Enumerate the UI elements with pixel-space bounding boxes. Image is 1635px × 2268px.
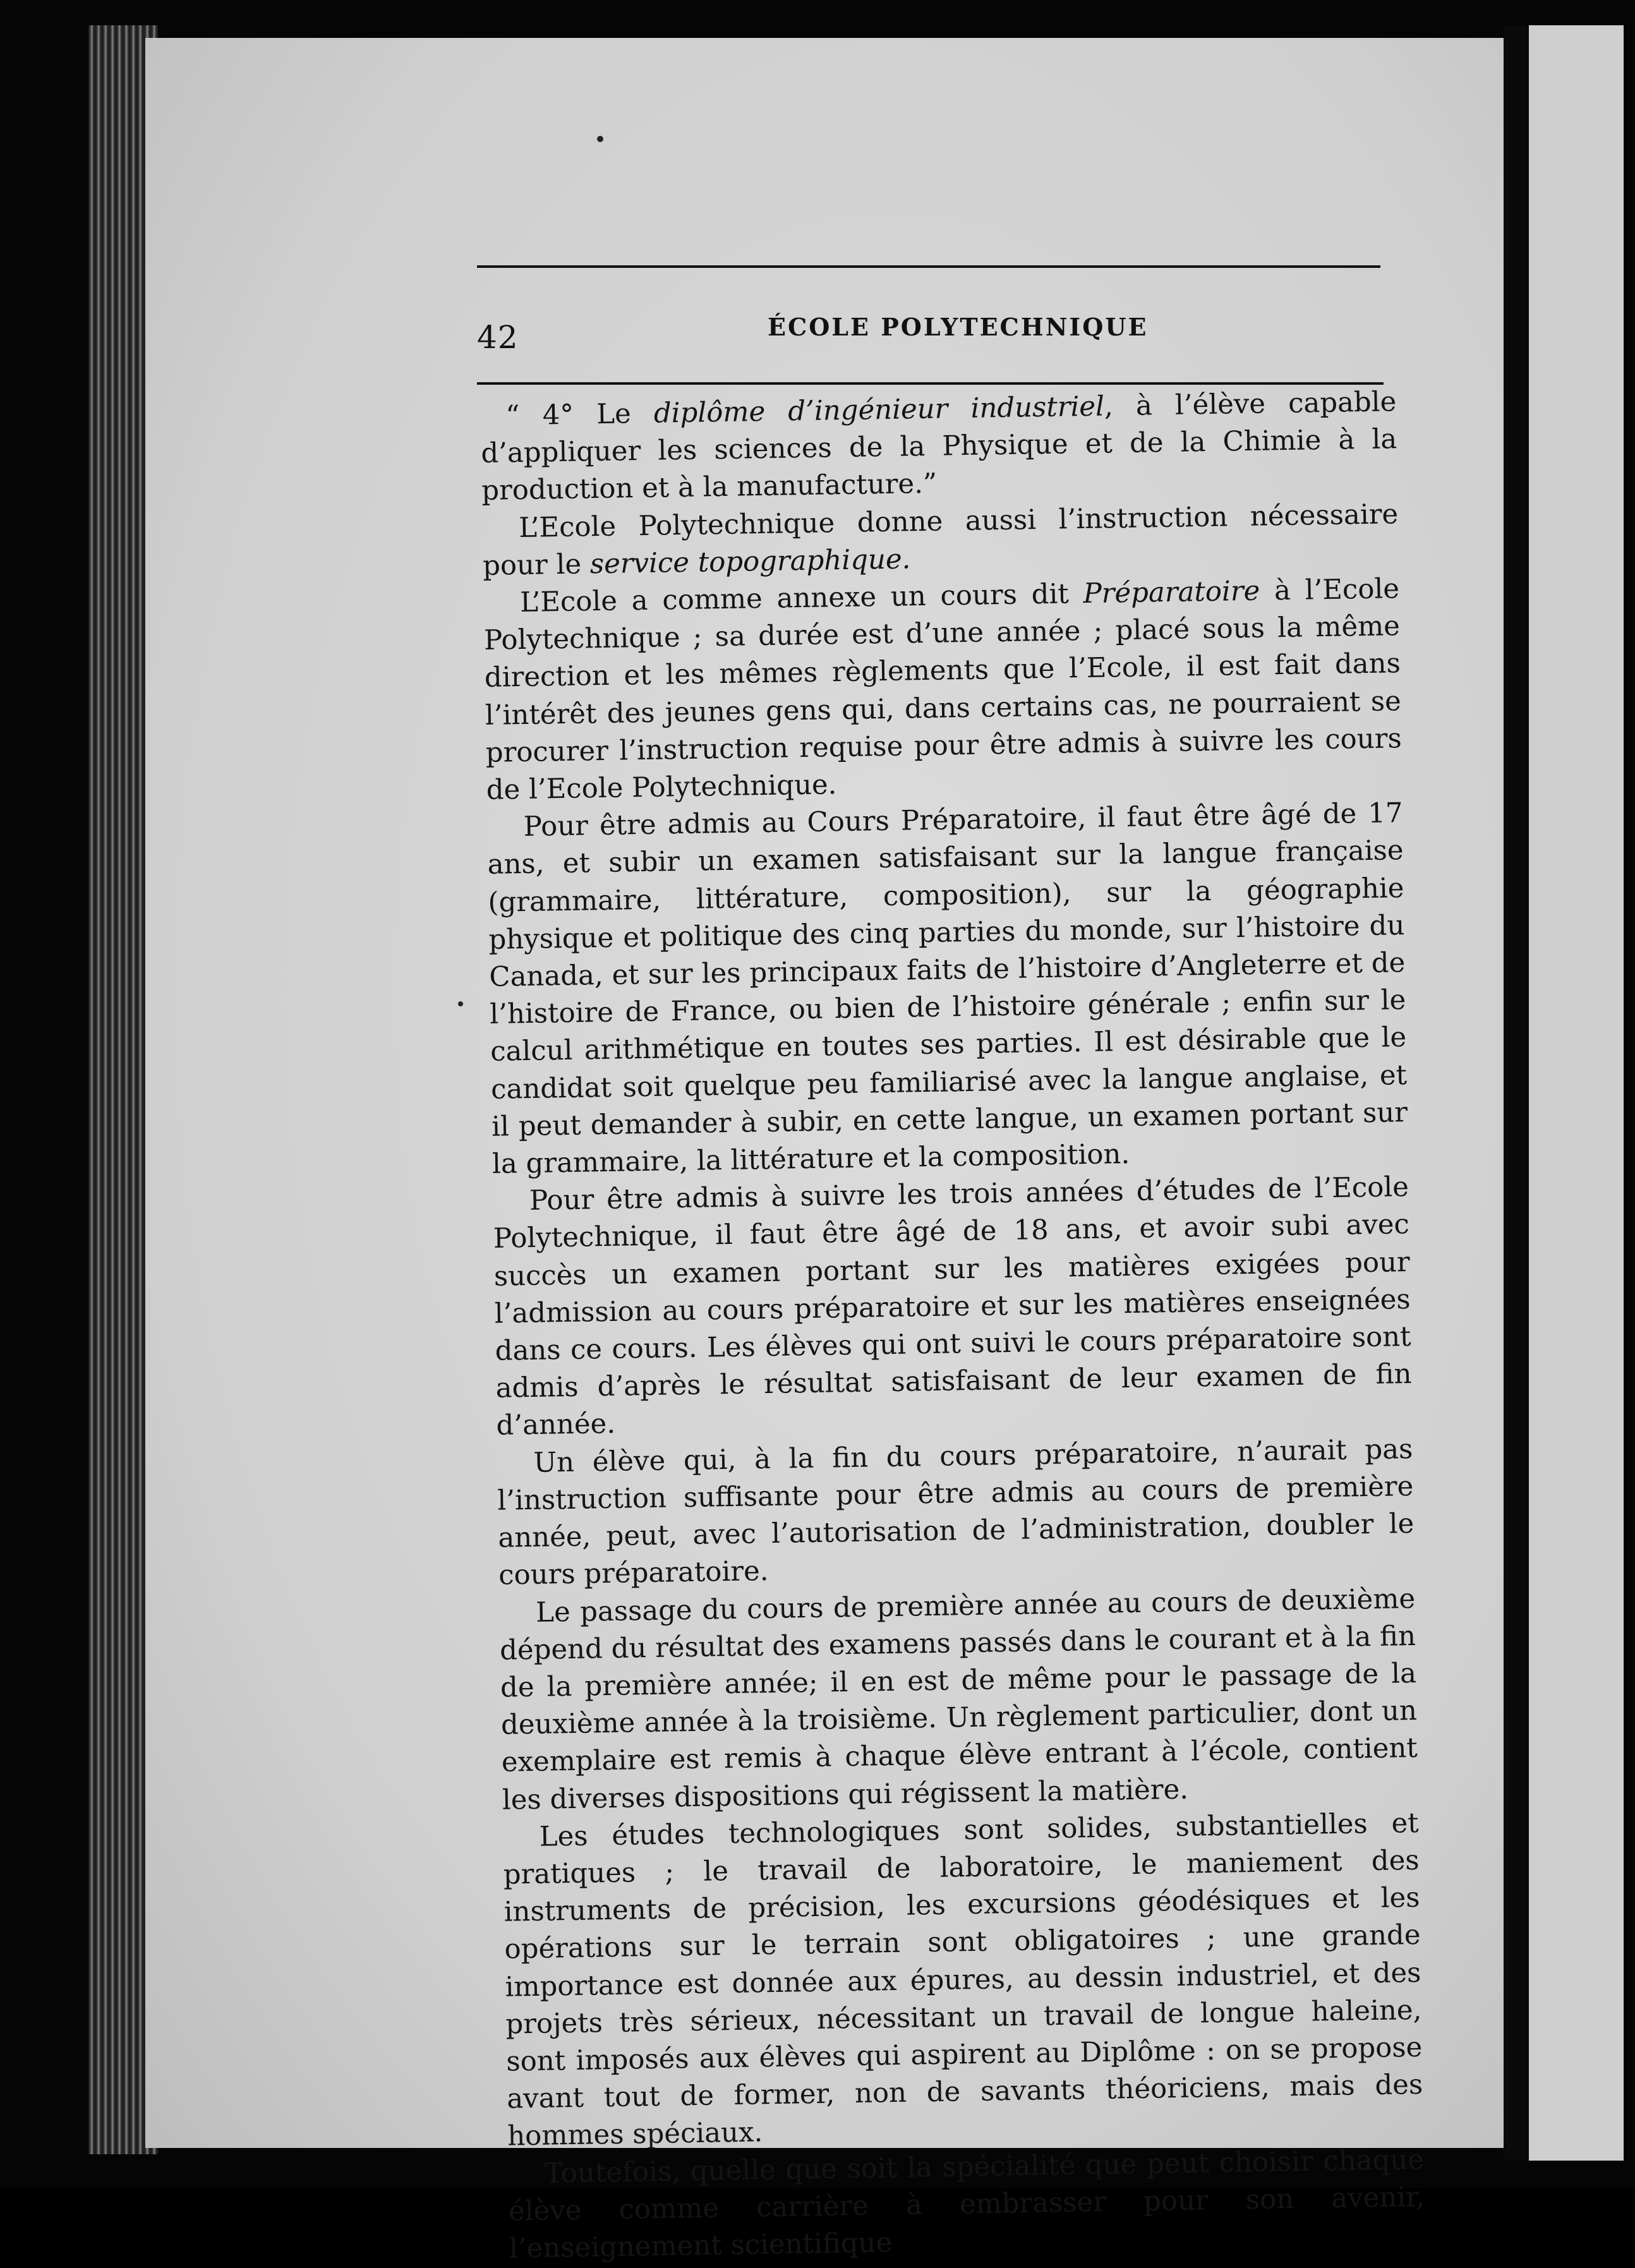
paragraph: Toutefois, quelle que soit la spécialité que peut choisir chaque élève comme carrière à embrasser pour son avenir, l’enseignement scientifique (508, 2144, 1425, 2265)
paragraph: L’Ecole a comme annexe un cours dit Préparatoire à l’Ecole Polytechnique ; sa durée est d’une année ; placé sous la même direction et les mêmes règlements que l’Ecole, il est fait dans l’intérêt des jeunes gens qui, dans certains cas, ne pourraient se procurer l’instruction requise pour être admis à suivre les cours de l’Ecole Polytechnique. (483, 573, 1403, 806)
paragraph: Le passage du cours de première année au cours de deuxième dépend du résultat des examens passés dans le courant et à la fin de la première année; il en est de même pour le passage de la deuxième année à la troisième. Un règlement particulier, dont un exemplaire est remis à chaque élève entrant à l’école, contient les diverses dispositions qui régissent la matière. (499, 1583, 1418, 1816)
paragraph: Pour être admis au Cours Préparatoire, il faut être âgé de 17 ans, et subir un examen satisfaisant sur la langue française (grammaire, littérature, composition), sur la géographie physique et politique des cinq parties du monde, sur l’histoire du Canada, et sur les principaux faits de l’histoire d’Angleterre et de l’histoire de France, ou bien de l’histoire générale ; enfin sur le calcul arithmétique en toutes ses parties. Il est désirable que le candidat soit quelque peu familiarisé avec la langue anglaise, et il peut demander à subir, en cette langue, un examen portant sur la grammaire, la littérature et la composition. (487, 797, 1408, 1180)
gutter-shadow (1504, 25, 1529, 2161)
header-rule-bottom (477, 382, 1384, 385)
running-title: ÉCOLE POLYTECHNIQUE (768, 313, 1149, 341)
page-number: 42 (477, 319, 519, 356)
paragraph: Un élève qui, à la fin du cours préparatoire, n’aurait pas l’instruction suffisante pour être admis au cours de première année, peut, avec l’autorisation de l’administration, doubler le cours préparatoire. (497, 1433, 1415, 1592)
body-text (480, 383, 1425, 2268)
paragraph: Pour être admis à suivre les trois années d’études de l’Ecole Polytechnique, il faut être âgé de 18 ans, et avoir subi avec succès un examen portant sur les matières exigées pour l’admission au cours préparatoire et sur les matières enseignées dans ce cours. Les élèves qui ont suivi le cours préparatoire sont admis d’après le résultat satisfaisant de leur examen de fin d’année. (493, 1171, 1412, 1442)
paragraph: Les études technologiques sont solides, substantielles et pratiques ; le travail de laboratoire, le maniement des instruments de précision, les excursions géodésiques et les opérations sur le terrain sont obligatoires ; une grande importance est donnée aux épures, au dessin industriel, et des projets très sérieux, nécessitant un travail de longue haleine, sont imposés aux élèves qui aspirent au Diplôme : on se propose avant tout de former, non de savants théoriciens, mais des hommes spéciaux. (503, 1807, 1423, 2153)
dust-speck (597, 136, 603, 142)
dust-speck (458, 1001, 463, 1006)
facing-page-edge (1529, 25, 1624, 2161)
paragraph: “ 4° Le diplôme d’ingénieur industriel, à l’élève capable d’appliquer les sciences de la Physique et de la Chimie à la production et à la manufacture.” (480, 386, 1397, 507)
paragraph: L’Ecole Polytechnique donne aussi l’instruction nécessaire pour le service topographique. (482, 498, 1399, 582)
header-rule-top (477, 265, 1380, 268)
